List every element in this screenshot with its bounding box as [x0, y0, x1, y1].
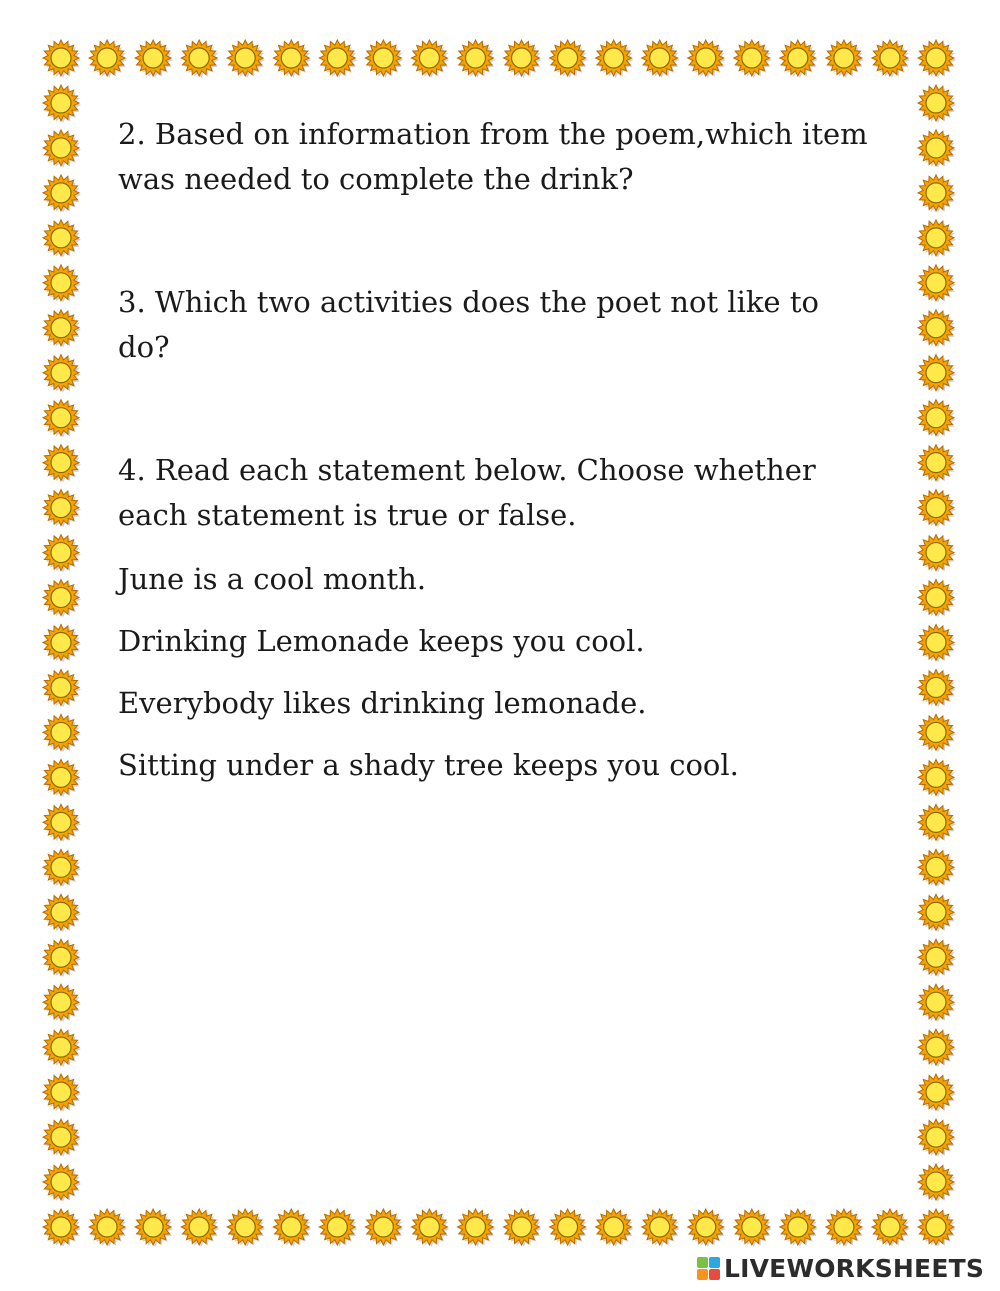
sun-icon [918, 355, 956, 393]
sun-icon [227, 1209, 265, 1247]
sun-icon [918, 1029, 956, 1067]
sun-icon [43, 984, 81, 1022]
sun-icon [43, 939, 81, 977]
sun-icon [43, 1074, 81, 1112]
sun-icon [319, 40, 357, 78]
sun-icon [273, 40, 311, 78]
sun-icon [43, 894, 81, 932]
question-2: 2. Based on information from the poem,which item was needed to complete the drink? [118, 117, 868, 196]
sun-icon [734, 40, 772, 78]
sun-icon [43, 355, 81, 393]
statement-lemonade-keeps-cool[interactable]: Drinking Lemonade keeps you cool. [118, 624, 645, 658]
sun-icon [918, 1074, 956, 1112]
logo-square-green [697, 1257, 708, 1268]
sun-icon [918, 984, 956, 1022]
sun-icon [918, 580, 956, 618]
question-4: 4. Read each statement below. Choose whether each statement is true or false. [118, 453, 816, 532]
sun-icon [504, 1209, 542, 1247]
sun-icon [458, 40, 496, 78]
sun-icon [43, 759, 81, 797]
sun-icon [918, 1119, 956, 1157]
sun-icon [918, 40, 956, 78]
liveworksheets-brand [697, 1253, 984, 1283]
sun-icon [181, 40, 219, 78]
statement-everybody-likes-lemonade[interactable]: Everybody likes drinking lemonade. [118, 686, 647, 720]
sun-icon [918, 849, 956, 887]
statement-shady-tree-keeps-cool[interactable]: Sitting under a shady tree keeps you cool. [118, 748, 739, 782]
sun-icon [43, 175, 81, 213]
sun-icon [227, 40, 265, 78]
statement-june-cool-month[interactable]: June is a cool month. [118, 562, 427, 596]
sun-icon [411, 1209, 449, 1247]
sun-icon [918, 220, 956, 258]
sun-icon [135, 40, 173, 78]
sun-icon [135, 1209, 173, 1247]
sun-icon [596, 40, 634, 78]
sun-icon [918, 490, 956, 528]
sun-icon [319, 1209, 357, 1247]
sun-icon [43, 265, 81, 303]
sun-icon [918, 670, 956, 708]
sun-icon [688, 1209, 726, 1247]
sun-icon [43, 535, 81, 573]
sun-icon [596, 1209, 634, 1247]
sun-icon [89, 40, 127, 78]
sun-icon [918, 400, 956, 438]
sun-icon [688, 40, 726, 78]
sun-icon [642, 1209, 680, 1247]
sun-icon [365, 40, 403, 78]
sun-icon [918, 265, 956, 303]
sun-icon [458, 1209, 496, 1247]
logo-square-red [709, 1269, 720, 1280]
brand-name: LIVEWORKSHEETS [724, 1253, 985, 1283]
sun-icon [43, 714, 81, 752]
sun-icon [872, 40, 910, 78]
sun-icon [918, 939, 956, 977]
sun-icon [43, 445, 81, 483]
sun-icon [918, 310, 956, 348]
sun-icon [872, 1209, 910, 1247]
logo-square-blue [709, 1257, 720, 1268]
sun-icon [918, 714, 956, 752]
sun-icon [918, 1209, 956, 1247]
sun-icon [826, 1209, 864, 1247]
sun-icon [365, 1209, 403, 1247]
sun-icon [181, 1209, 219, 1247]
sun-icon [780, 40, 818, 78]
liveworksheets-logo-icon [697, 1257, 720, 1280]
sun-icon [43, 1164, 81, 1202]
sun-icon [918, 535, 956, 573]
sun-icon [918, 85, 956, 123]
sun-icon [918, 1164, 956, 1202]
sun-icon [43, 580, 81, 618]
sun-icon [43, 400, 81, 438]
sun-icon [411, 40, 449, 78]
sun-icon [550, 1209, 588, 1247]
sun-icon [550, 40, 588, 78]
sun-icon [918, 130, 956, 168]
sun-icon [43, 1029, 81, 1067]
sun-icon [780, 1209, 818, 1247]
sun-icon [43, 670, 81, 708]
sun-icon [918, 175, 956, 213]
sun-icon [918, 759, 956, 797]
sun-icon [504, 40, 542, 78]
sun-icon [43, 1209, 81, 1247]
question-3: 3. Which two activities does the poet not like to do? [118, 285, 819, 364]
sun-icon [918, 894, 956, 932]
sun-icon [43, 625, 81, 663]
sun-icon [43, 220, 81, 258]
sun-icon [918, 445, 956, 483]
logo-square-orange [697, 1269, 708, 1280]
sun-icon [918, 625, 956, 663]
sun-icon [43, 310, 81, 348]
sun-icon [642, 40, 680, 78]
sun-icon [43, 490, 81, 528]
sun-icon [826, 40, 864, 78]
sun-icon [43, 40, 81, 78]
sun-icon [43, 1119, 81, 1157]
sun-icon [734, 1209, 772, 1247]
sun-icon [89, 1209, 127, 1247]
sun-icon [273, 1209, 311, 1247]
sun-icon [43, 130, 81, 168]
sun-icon [918, 804, 956, 842]
sun-icon [43, 849, 81, 887]
sun-icon [43, 85, 81, 123]
sun-icon [43, 804, 81, 842]
